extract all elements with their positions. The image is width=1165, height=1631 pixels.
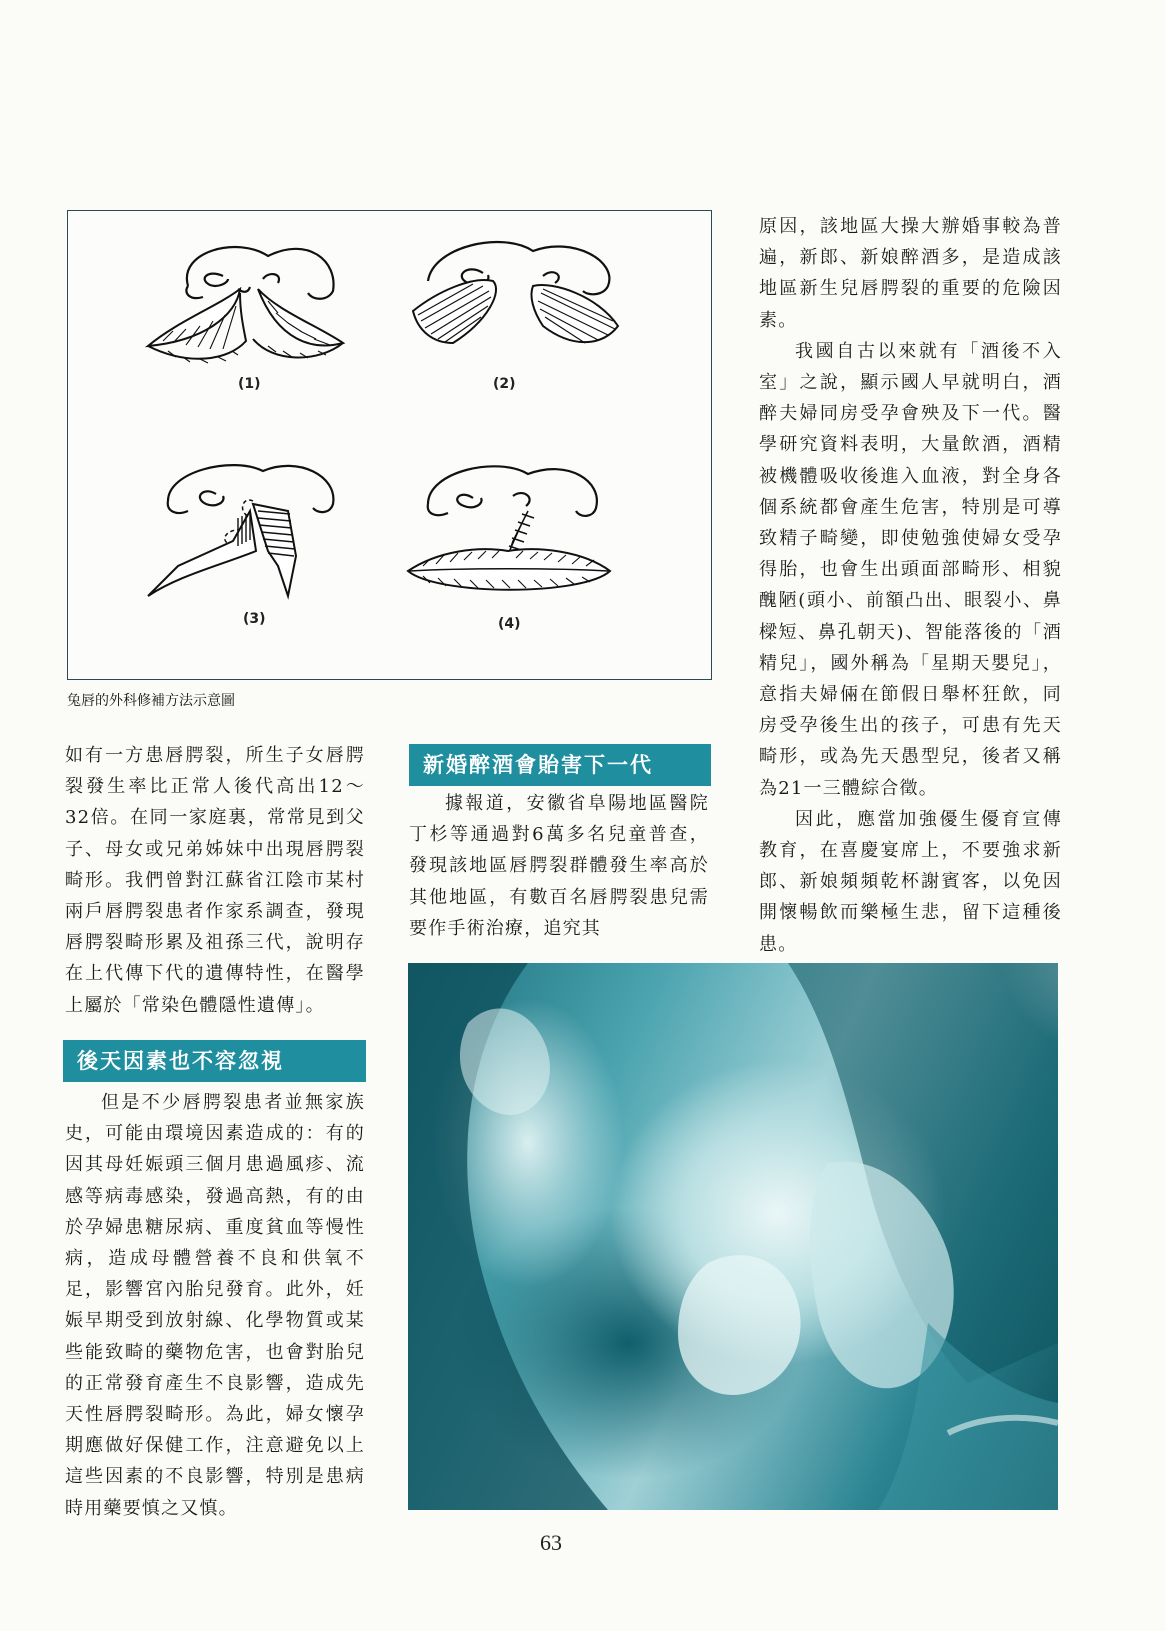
diagram-muscle-dissection [393, 231, 633, 391]
diagram-label-2: (2) [493, 376, 516, 392]
column-b-paragraph-1: 據報道，安徽省阜陽地區醫院丁杉等通過對6萬多名兒童普查，發現該地區唇腭裂群體發生率高於其他地區，有數百名唇腭裂患兒需要作手術治療，追究其 [409, 793, 709, 939]
column-a-lower [65, 1087, 365, 1524]
column-b [409, 788, 709, 944]
section-heading-wedding-drinking: 新婚醉酒會貽害下一代 [409, 744, 711, 786]
figure-caption: 兔唇的外科修補方法示意圖 [67, 693, 235, 709]
column-c-paragraph-1: 原因，該地區大操大辦婚事較為普遍，新郎、新娘醉酒多，是造成該地區新生兒唇腭裂的重要的危險因素。 [759, 216, 1062, 331]
diagram-repaired-lip [398, 456, 628, 606]
figure-frame [67, 210, 712, 680]
mother-baby-photo [408, 963, 1058, 1510]
column-a-paragraph-2: 但是不少唇腭裂患者並無家族史，可能由環境因素造成的：有的因其母妊娠頭三個月患過風疹、流感等病毒感染，發過高熱，有的由於孕婦患糖尿病、重度貧血等慢性病，造成母體營養不良和供氧不足，影響宮內胎兒發育。此外，妊娠早期受到放射線、化學物質或某些能致畸的藥物危害，也會對胎兒的正常發育產生不良影響，造成先天性唇腭裂畸形。為此，婦女懷孕期應做好保健工作，注意避免以上這些因素的不良影響，特別是患病時用藥要慎之又慎。 [65, 1092, 365, 1519]
diagram-label-1: (1) [238, 376, 261, 392]
section-heading-acquired-factors: 後天因素也不容忽視 [63, 1040, 366, 1082]
diagram-label-4: (4) [498, 616, 521, 632]
diagram-label-3: (3) [243, 611, 266, 627]
diagram-flap-design [138, 456, 368, 606]
column-c-paragraph-3: 因此，應當加強優生優育宣傳教育，在喜慶宴席上，不要強求新郎、新娘頻頻乾杯謝賓客，以免因開懷暢飲而樂極生悲，留下這種後患。 [759, 808, 1062, 955]
column-c [759, 211, 1062, 960]
page-number: 63 [540, 1530, 562, 1555]
diagram-cleft-lip [128, 231, 358, 391]
column-a-paragraph-1: 如有一方患唇腭裂，所生子女唇腭裂發生率比正常人後代高出12～32倍。在同一家庭裏，常常見到父子、母女或兄弟姊妹中出現唇腭裂畸形。我們曾對江蘇省江陰市某村兩戶唇腭裂患者作家系調查，發現唇腭裂畸形累及祖孫三代，說明存在上代傳下代的遺傳特性，在醫學上屬於「常染色體隱性遺傳」。 [65, 745, 365, 1016]
column-a [65, 740, 365, 1021]
column-c-paragraph-2: 我國自古以來就有「酒後不入室」之說，顯示國人早就明白，酒醉夫婦同房受孕會殃及下一代。醫學研究資料表明，大量飲酒，酒精被機體吸收後進入血液，對全身各個系統都會產生危害，特別是可導致精子畸變，即使勉強使婦女受孕得胎，也會生出頭面部畸形、相貌醜陋(頭小、前額凸出、眼裂小、鼻樑短、鼻孔朝天)、智能落後的「酒精兒」，國外稱為「星期天嬰兒」，意指夫婦倆在節假日舉杯狂飲，同房受孕後生出的孩子，可患有先天畸形，或為先天愚型兒，後者又稱為21一三體綜合徵。 [759, 340, 1062, 799]
